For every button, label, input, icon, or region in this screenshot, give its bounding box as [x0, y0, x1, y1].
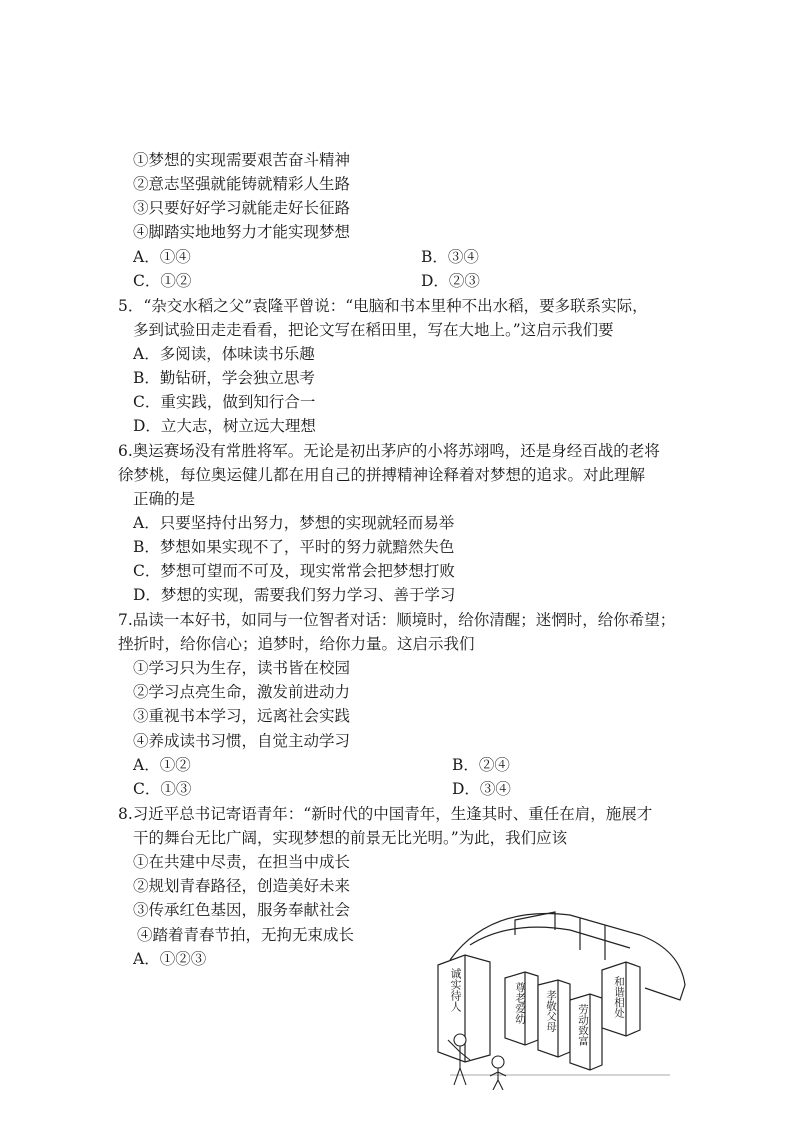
pillar-label-2: 尊老爱幼: [514, 982, 526, 1024]
q7-choice-d: D．③④: [452, 780, 511, 798]
q8-stem-line-2: 干的舞台无比广阔，实现梦想的前景无比光明。”为此，我们应该: [133, 829, 568, 847]
q6-choice-d: D．梦想的实现，需要我们努力学习、善于学习: [133, 586, 456, 604]
q7-choice-a: A．①②: [133, 756, 191, 774]
q7-option-3: ③重视书本学习，远离社会实践: [133, 707, 351, 725]
q7-choice-b: B．②④: [452, 756, 510, 774]
pillar-label-5: 和谐相处: [613, 976, 625, 1018]
q6-choice-b: B．梦想如果实现不了，平时的努力就黯然失色: [133, 538, 455, 556]
q7-option-1: ①学习只为生存，读书皆在校园: [133, 659, 351, 677]
q7-choice-c: C．①③: [133, 780, 192, 798]
q4-option-1: ①梦想的实现需要艰苦奋斗精神: [133, 151, 351, 169]
q8-choice-a: A．①②③: [133, 950, 207, 968]
q5-choice-b: B．勤钻研，学会独立思考: [133, 369, 315, 387]
q4-choice-a: A．①④: [133, 248, 191, 266]
q6-choice-a: A．只要坚持付出努力，梦想的实现就轻而易举: [133, 514, 455, 532]
q7-stem-line-1: 7.品读一本好书，如同与一位智者对话：顺境时，给你清醒；迷惘时，给你希望；: [118, 611, 676, 629]
q5-choice-d: D．立大志，树立远大理想: [133, 417, 316, 435]
q4-choice-c: C．①②: [133, 272, 192, 290]
q8-option-2: ②规划青春路径，创造美好未来: [133, 877, 351, 895]
q6-stem-line-2: 徐梦桃，每位奥运健儿都在用自己的拼搏精神诠释着对梦想的追求。对此理解: [118, 466, 646, 484]
values-illustration: [430, 890, 690, 1090]
q4-choice-b: B．③④: [421, 248, 479, 266]
q6-stem-line-3: 正确的是: [133, 490, 196, 508]
q4-option-3: ③只要好好学习就能走好长征路: [133, 199, 351, 217]
pillar-label-3: 孝敬父母: [545, 990, 557, 1032]
q6-choice-c: C．梦想可望而不可及，现实常常会把梦想打败: [133, 562, 455, 580]
q5-choice-c: C．重实践，做到知行合一: [133, 393, 316, 411]
q8-option-3: ③传承红色基因，服务奉献社会: [133, 901, 351, 919]
pillar-label-4: 劳动致富: [577, 1004, 589, 1046]
q5-stem-line-2: 多到试验田走走看看，把论文写在稻田里，写在大地上。”这启示我们要: [133, 321, 614, 339]
pillars-sculpture: [438, 912, 685, 1075]
q6-stem-line-1: 6.奥运赛场没有常胜将军。无论是初出茅庐的小将苏翊鸣，还是身经百战的老将: [118, 442, 660, 460]
q5-choice-a: A．多阅读，体味读书乐趣: [133, 345, 315, 363]
q4-option-4: ④脚踏实地地努力才能实现梦想: [133, 223, 351, 241]
q7-option-4: ④养成读书习惯，自觉主动学习: [133, 732, 351, 750]
q8-stem-line-1: 8.习近平总书记寄语青年：“新时代的中国青年，生逢其时、重任在肩，施展才: [118, 805, 653, 823]
q7-stem-line-2: 挫折时，给你信心；追梦时，给你力量。这启示我们: [118, 635, 475, 653]
q5-stem-line-1: 5．“杂交水稻之父”袁隆平曾说：“电脑和书本里种不出水稻，要多联系实际，: [118, 297, 648, 315]
q4-option-2: ②意志坚强就能铸就精彩人生路: [133, 175, 351, 193]
q8-option-1: ①在共建中尽责，在担当中成长: [133, 853, 351, 871]
q4-choice-d: D．②③: [421, 272, 480, 290]
q7-option-2: ②学习点亮生命，激发前进动力: [133, 683, 351, 701]
q8-option-4: ④踏着青春节拍，无拘无束成长: [137, 926, 355, 944]
pillar-label-1: 诚实待人: [449, 968, 462, 1012]
